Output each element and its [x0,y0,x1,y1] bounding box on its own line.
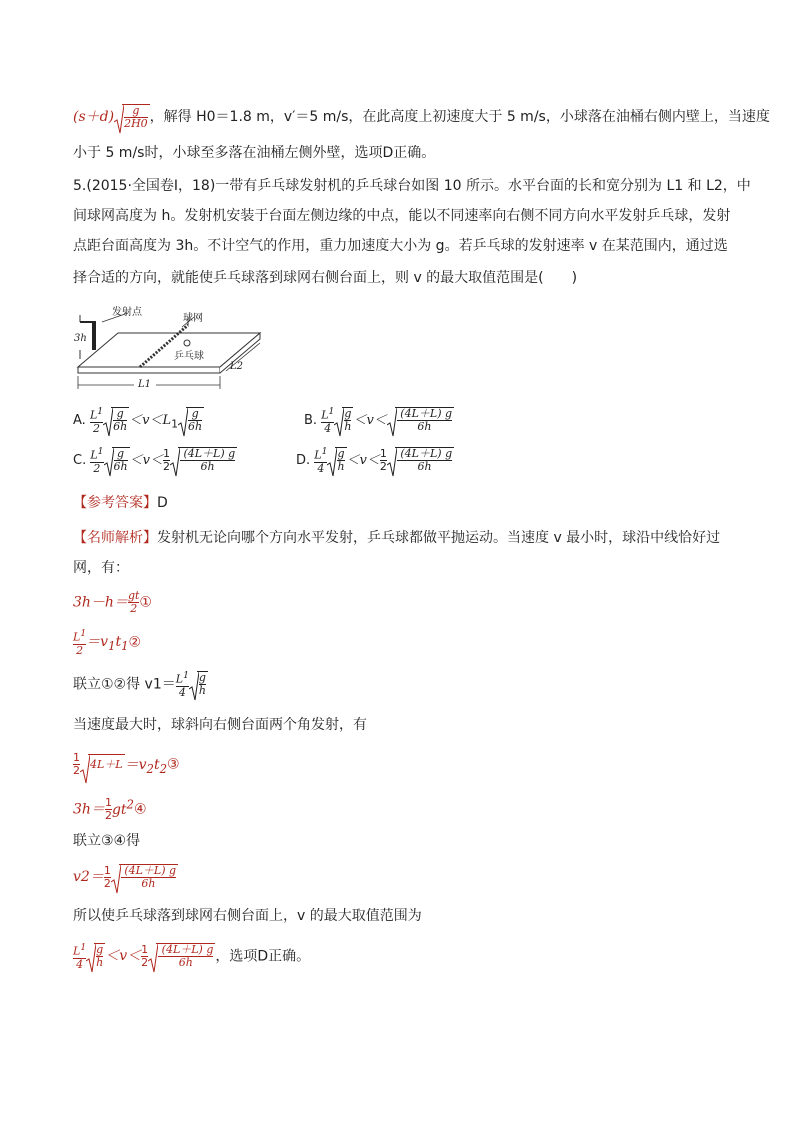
option-B-letter: B. [304,412,318,428]
table-tennis-figure [70,303,270,395]
analysis-line-1 [73,528,720,548]
answer-line [73,493,168,513]
analysis-line-2: 网，有： [73,560,129,576]
top-line-2: 小于 5 m/s时，小球至多落在油桶左侧外壁，选项D正确。 [73,145,436,161]
label-ball: 乒乓球 [174,351,204,362]
option-C-letter: C. [73,452,87,468]
option-D-letter: D. [296,452,311,468]
eq3: $\frac{1}{2}$ $4L+L =v_2t_2③$ [73,752,180,778]
answer-value: D [157,495,168,511]
v2-eq: v2＝ $\frac{1}{2}$ $\frac{(4L+L) g}{6h}$ [73,864,178,890]
analysis-text-1: 发射机无论向哪个方向水平发射，乒乓球都做平抛运动。当速度 v 最小时，球沿中线恰好过 [157,530,721,546]
label-L1: L1 [138,379,152,390]
eq1: 3h－h＝ $\frac{gt}{2}$ ① [73,589,152,615]
label-3h: 3h [74,333,87,344]
final-range: $\frac{L^1}{4}$ $\frac{g}{h}$ ＜v＜ $\frac{1}{2}$ $\frac{(4L+L) g}{6h}$ ，选项D正确。 [73,942,311,971]
option-A-letter: A. [73,412,86,428]
join-12: 联立①②得 v1＝ $\frac{L^1}{4}$ $\frac{g}{h}$ [73,670,206,699]
eq2: $\frac{L^1}{2}$ $=v_1t_1②$ [73,628,142,657]
question-line-4: 择合适的方向，就能使乒乓球落到球网右侧台面上，则 v 的最大取值范围是( ) [73,270,578,286]
label-L2: L2 [230,361,244,372]
option-A[interactable]: A. $\frac{L^1}{2}$ $\frac{g}{6h}$ $<v<L_1$ $\frac{g}{6h}$ [73,406,203,435]
question-line-3: 点距台面高度为 3h。不计空气的作用，重力加速度大小为 g。若乒乓球的发射速率 v 在某范围内，通过选 [73,238,728,254]
top-sqrt [114,104,150,130]
answer-tag: 【参考答案】 [73,495,157,511]
analysis-tag: 【名师解析】 [73,530,157,546]
top-sqrt-den: 2H0 [124,117,148,130]
final-suffix: ，选项D正确。 [215,948,311,965]
top-prefix: (s＋d) [73,109,115,125]
question-line-2: 间球网高度为 h。发射机安装于台面左侧边缘的中点，能以不同速率向右侧不同方向水平发射乒乓球，发射 [73,208,731,224]
max-speed-text: 当速度最大时，球斜向右侧台面两个角发射，有 [73,717,367,733]
option-B[interactable]: B. $\frac{L^1}{4}$ $\frac{g}{h}$ ＜v＜ $\frac{(4L+L) g}{6h}$ [304,406,453,435]
conclusion-text: 所以使乒乓球落到球网右侧台面上，v 的最大取值范围为 [73,908,422,924]
option-D[interactable]: D. $\frac{L^1}{4}$ $\frac{g}{h}$ ＜v＜ $\frac{1}{2}$ $\frac{(4L+L) g}{6h}$ [296,446,453,475]
question-line-1: 5.(2015·全国卷Ⅰ，18)一带有乒乓球发射机的乒乓球台如图 10 所示。水平台面的长和宽分别为 L1 和 L2，中 [73,178,751,194]
join-34: 联立③④得 [73,833,141,849]
label-net: 球网 [183,313,203,324]
top-sqrt-num: g [124,105,148,118]
table-diagram [70,303,270,395]
eq4: 3h＝ $\frac{1}{2}$ $gt^2④$ [73,796,147,823]
option-C[interactable]: C. $\frac{L^1}{2}$ $\frac{g}{6h}$ ＜v＜ $\frac{1}{2}$ $\frac{(4L+L) g}{6h}$ [73,446,236,475]
top-line-1 [73,104,770,130]
top-line-1-text: ，解得 H0＝1.8 m，v′＝5 m/s，在此高度上初速度大于 5 m/s，小球落在油桶右侧内壁上，当速度 [149,109,770,125]
label-launch-point: 发射点 [112,307,142,318]
